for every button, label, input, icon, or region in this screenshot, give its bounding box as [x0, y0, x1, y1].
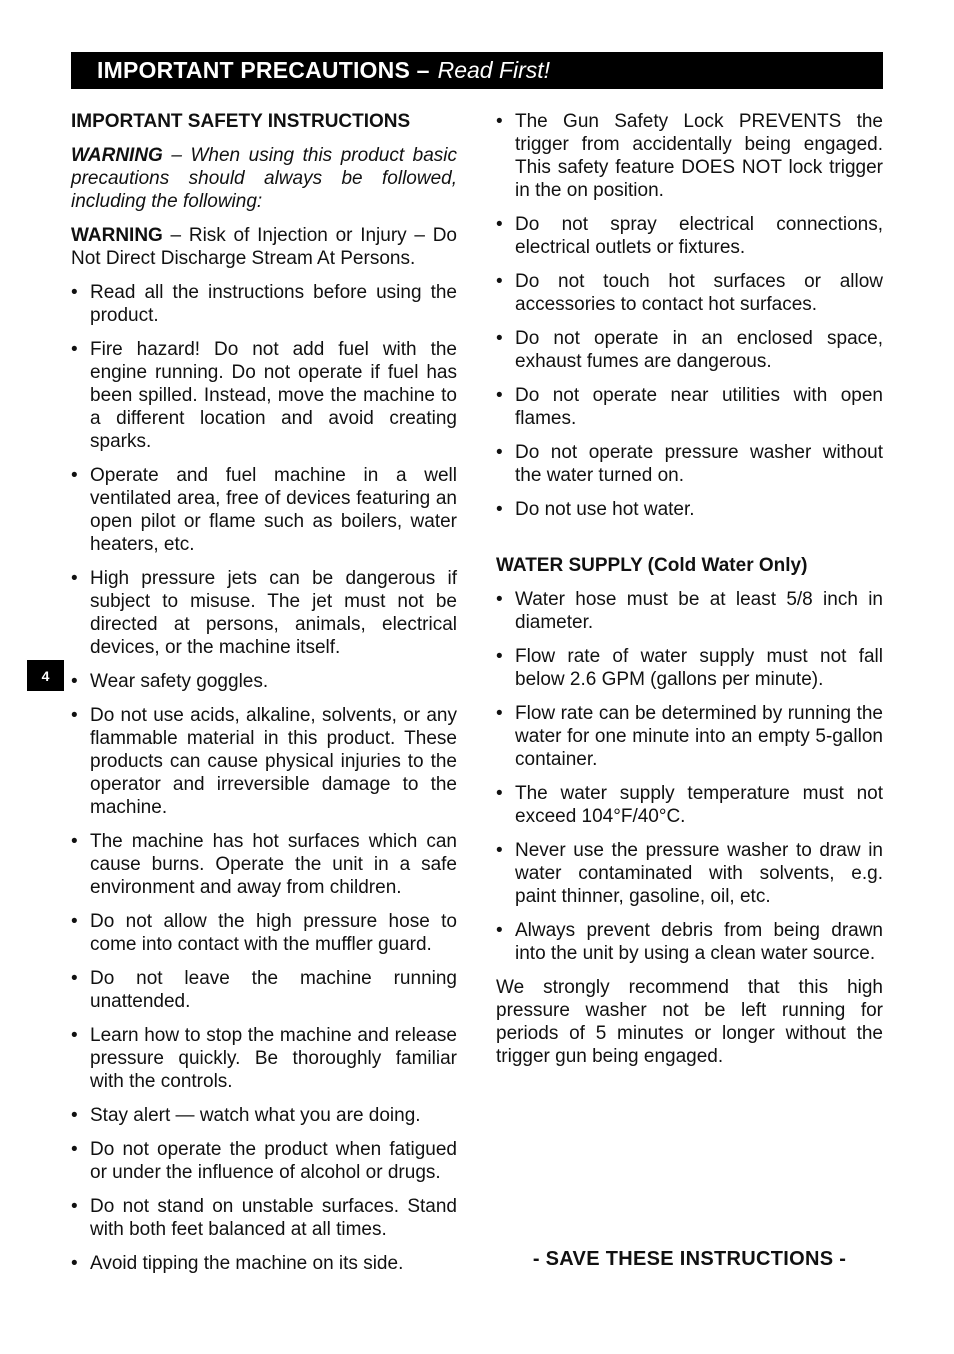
left-column	[71, 110, 457, 1286]
list-item: • Avoid tipping the machine on its side.	[71, 1252, 457, 1275]
safety-list	[71, 281, 457, 1275]
list-item: • The water supply temperature must not exceed 104°F/40°C.	[496, 782, 883, 828]
safety-list-continued	[496, 110, 883, 521]
list-item: • Operate and fuel machine in a well ventilated area, free of devices featuring an open pilot or flame such as boilers, water heaters, etc.	[71, 464, 457, 556]
list-item: • Wear safety goggles.	[71, 670, 457, 693]
list-item: • Fire hazard! Do not add fuel with the engine running. Do not operate if fuel has been spilled. Instead, move the machine to a different location and avoid creating sparks.	[71, 338, 457, 453]
list-item: • Do not operate near utilities with open flames.	[496, 384, 883, 430]
list-item: • Do not spray electrical connections, electrical outlets or fixtures.	[496, 213, 883, 259]
list-item: • Do not use hot water.	[496, 498, 883, 521]
list-item: • Stay alert — watch what you are doing.	[71, 1104, 457, 1127]
safety-heading: IMPORTANT SAFETY INSTRUCTIONS	[71, 111, 411, 132]
warning-general	[71, 144, 457, 213]
header-subtitle: Read First!	[437, 57, 551, 83]
warning-text: – Risk of Injection or Injury – Do Not Direct Discharge Stream At Persons.	[71, 225, 457, 269]
list-item: • Do not stand on unstable surfaces. Stand with both feet balanced at all times.	[71, 1195, 457, 1241]
right-column	[496, 110, 883, 1079]
list-item: • Learn how to stop the machine and release pressure quickly. Be thoroughly familiar with the controls.	[71, 1024, 457, 1093]
list-item: • Read all the instructions before using the product.	[71, 281, 457, 327]
warning-injection	[71, 224, 457, 270]
list-item: • Do not operate in an enclosed space, exhaust fumes are dangerous.	[496, 327, 883, 373]
list-item: • Do not operate the product when fatigued or under the influence of alcohol or drugs.	[71, 1138, 457, 1184]
page-number: 4	[41, 667, 50, 684]
page-number-tab	[27, 660, 64, 691]
list-item: • The Gun Safety Lock PREVENTS the trigger from accidentally being engaged. This safety feature DOES NOT lock trigger in the on position.	[496, 110, 883, 202]
water-supply-list	[496, 588, 883, 965]
list-item: • Do not leave the machine running unattended.	[71, 967, 457, 1013]
list-item: • Do not use acids, alkaline, solvents, or any flammable material in this product. These products can cause physical injuries to the operator and irreversible damage to the machine.	[71, 704, 457, 819]
section-spacer	[496, 532, 883, 554]
list-item: • Flow rate can be determined by running the water for one minute into an empty 5-gallon container.	[496, 702, 883, 771]
list-item: • High pressure jets can be dangerous if subject to misuse. The jet must not be directed at persons, animals, electrical devices, or the machine itself.	[71, 567, 457, 659]
warning-label: WARNING	[71, 225, 163, 246]
list-item: • Do not allow the high pressure hose to come into contact with the muffler guard.	[71, 910, 457, 956]
warning-label: WARNING	[71, 145, 163, 166]
list-item: • Water hose must be at least 5/8 inch in diameter.	[496, 588, 883, 634]
list-item: • Do not touch hot surfaces or allow accessories to contact hot surfaces.	[496, 270, 883, 316]
water-supply-heading: WATER SUPPLY (Cold Water Only)	[496, 555, 808, 576]
list-item: • The machine has hot surfaces which can cause burns. Operate the unit in a safe environment and away from children.	[71, 830, 457, 899]
list-item: • Flow rate of water supply must not fall below 2.6 GPM (gallons per minute).	[496, 645, 883, 691]
recommendation-paragraph: We strongly recommend that this high pressure washer not be left running for periods of 5 minutes or longer without the trigger gun being engaged.	[496, 977, 883, 1067]
save-instructions-note: - SAVE THESE INSTRUCTIONS -	[532, 1248, 847, 1270]
list-item: • Never use the pressure washer to draw in water contaminated with solvents, e.g. paint thinner, gasoline, oil, etc.	[496, 839, 883, 908]
list-item: • Do not operate pressure washer without the water turned on.	[496, 441, 883, 487]
warning-text: – When using this product basic precautions should always be followed, including the following:	[71, 145, 457, 212]
header-title: IMPORTANT PRECAUTIONS –	[97, 57, 430, 83]
section-header	[71, 52, 883, 89]
list-item: • Always prevent debris from being drawn into the unit by using a clean water source.	[496, 919, 883, 965]
